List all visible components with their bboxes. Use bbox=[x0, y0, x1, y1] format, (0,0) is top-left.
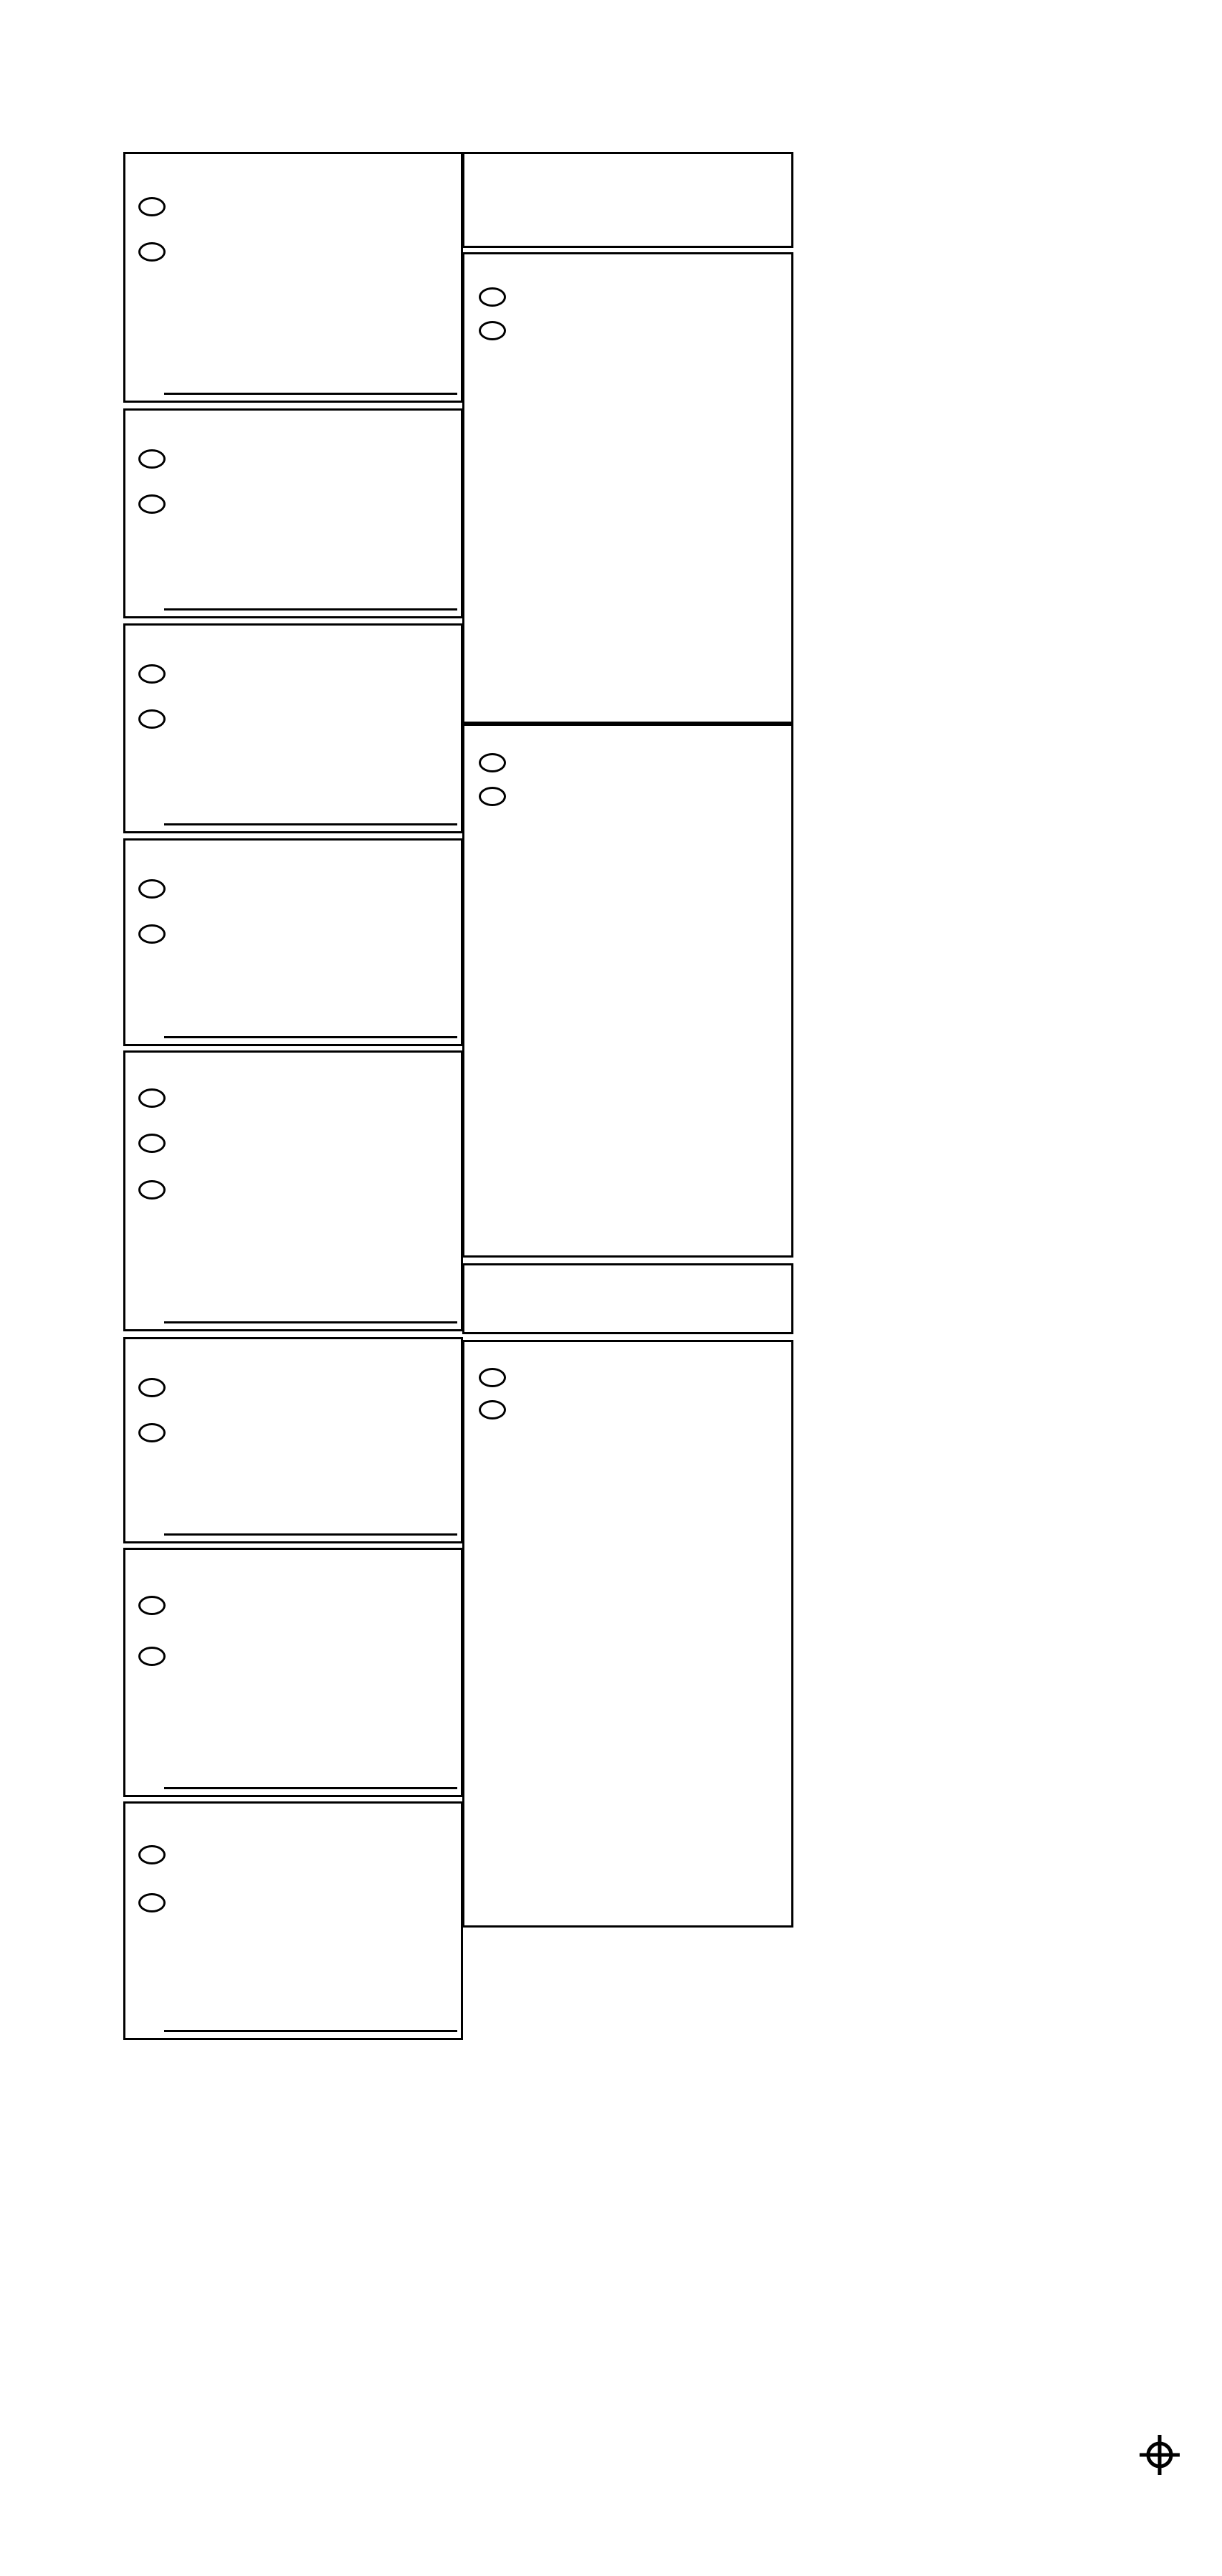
write-in-oval[interactable] bbox=[138, 494, 166, 514]
write-in-row bbox=[138, 242, 461, 262]
write-in-area[interactable] bbox=[164, 2030, 457, 2034]
measure-box-amendment-1 bbox=[462, 252, 793, 724]
write-in-oval[interactable] bbox=[138, 242, 166, 262]
write-in-area[interactable] bbox=[164, 1036, 457, 1040]
write-in-row bbox=[138, 709, 461, 729]
contest-box-district-attorney bbox=[123, 152, 463, 403]
yes-oval[interactable] bbox=[479, 287, 506, 307]
write-in-area[interactable] bbox=[164, 1321, 457, 1326]
candidate-row bbox=[138, 1134, 461, 1153]
contest-box-commission-chairman bbox=[123, 1548, 463, 1797]
write-in-row bbox=[138, 924, 461, 944]
yes-oval[interactable] bbox=[479, 1368, 506, 1387]
no-row bbox=[479, 787, 781, 806]
write-in-area[interactable] bbox=[164, 823, 457, 828]
no-oval[interactable] bbox=[479, 1400, 506, 1419]
yes-row bbox=[479, 287, 781, 307]
vote-oval[interactable] bbox=[138, 664, 166, 684]
no-oval[interactable] bbox=[479, 787, 506, 806]
vote-oval[interactable] bbox=[138, 449, 166, 469]
candidate-row bbox=[138, 449, 461, 469]
write-in-area[interactable] bbox=[164, 1533, 457, 1538]
yes-oval[interactable] bbox=[479, 753, 506, 772]
write-in-row bbox=[138, 1423, 461, 1442]
write-in-oval[interactable] bbox=[138, 1893, 166, 1912]
contest-box-solicitor-general bbox=[123, 1337, 463, 1543]
write-in-row bbox=[138, 1893, 461, 1912]
yes-row bbox=[479, 753, 781, 772]
measure-box-referendum-a bbox=[462, 1340, 793, 1928]
write-in-row bbox=[138, 1180, 461, 1200]
vote-oval[interactable] bbox=[138, 1596, 166, 1615]
vote-oval[interactable] bbox=[138, 879, 166, 899]
vote-oval[interactable] bbox=[138, 197, 166, 216]
candidate-row bbox=[138, 664, 461, 684]
contest-box-coroner bbox=[123, 1050, 463, 1331]
write-in-oval[interactable] bbox=[138, 709, 166, 729]
no-row bbox=[479, 321, 781, 340]
candidate-row bbox=[138, 1088, 461, 1108]
write-in-oval[interactable] bbox=[138, 1647, 166, 1666]
write-in-area[interactable] bbox=[164, 608, 457, 613]
write-in-area[interactable] bbox=[164, 393, 457, 397]
candidate-row bbox=[138, 1596, 461, 1615]
crosshair-registration-icon bbox=[1138, 2433, 1181, 2476]
no-row bbox=[479, 1400, 781, 1419]
write-in-oval[interactable] bbox=[138, 1423, 166, 1442]
amendments-header-box bbox=[462, 152, 793, 248]
contest-box-commissioner-district-1 bbox=[123, 1801, 463, 2040]
write-in-oval[interactable] bbox=[138, 924, 166, 944]
referendum-header-box bbox=[462, 1263, 793, 1334]
vote-oval[interactable] bbox=[138, 1378, 166, 1397]
candidate-row bbox=[138, 1845, 461, 1864]
candidate-row bbox=[138, 197, 461, 216]
measure-box-amendment-2 bbox=[462, 724, 793, 1258]
write-in-oval[interactable] bbox=[138, 1180, 166, 1200]
candidate-row bbox=[138, 879, 461, 899]
write-in-row bbox=[138, 494, 461, 514]
yes-row bbox=[479, 1368, 781, 1387]
write-in-area[interactable] bbox=[164, 1787, 457, 1791]
candidate-row bbox=[138, 1378, 461, 1397]
no-oval[interactable] bbox=[479, 321, 506, 340]
vote-oval[interactable] bbox=[138, 1134, 166, 1153]
contest-box-tax-commissioner bbox=[123, 838, 463, 1046]
contest-box-sheriff bbox=[123, 623, 463, 833]
vote-oval[interactable] bbox=[138, 1088, 166, 1108]
write-in-row bbox=[138, 1647, 461, 1666]
vote-oval[interactable] bbox=[138, 1845, 166, 1864]
contest-box-clerk-superior-court bbox=[123, 408, 463, 618]
